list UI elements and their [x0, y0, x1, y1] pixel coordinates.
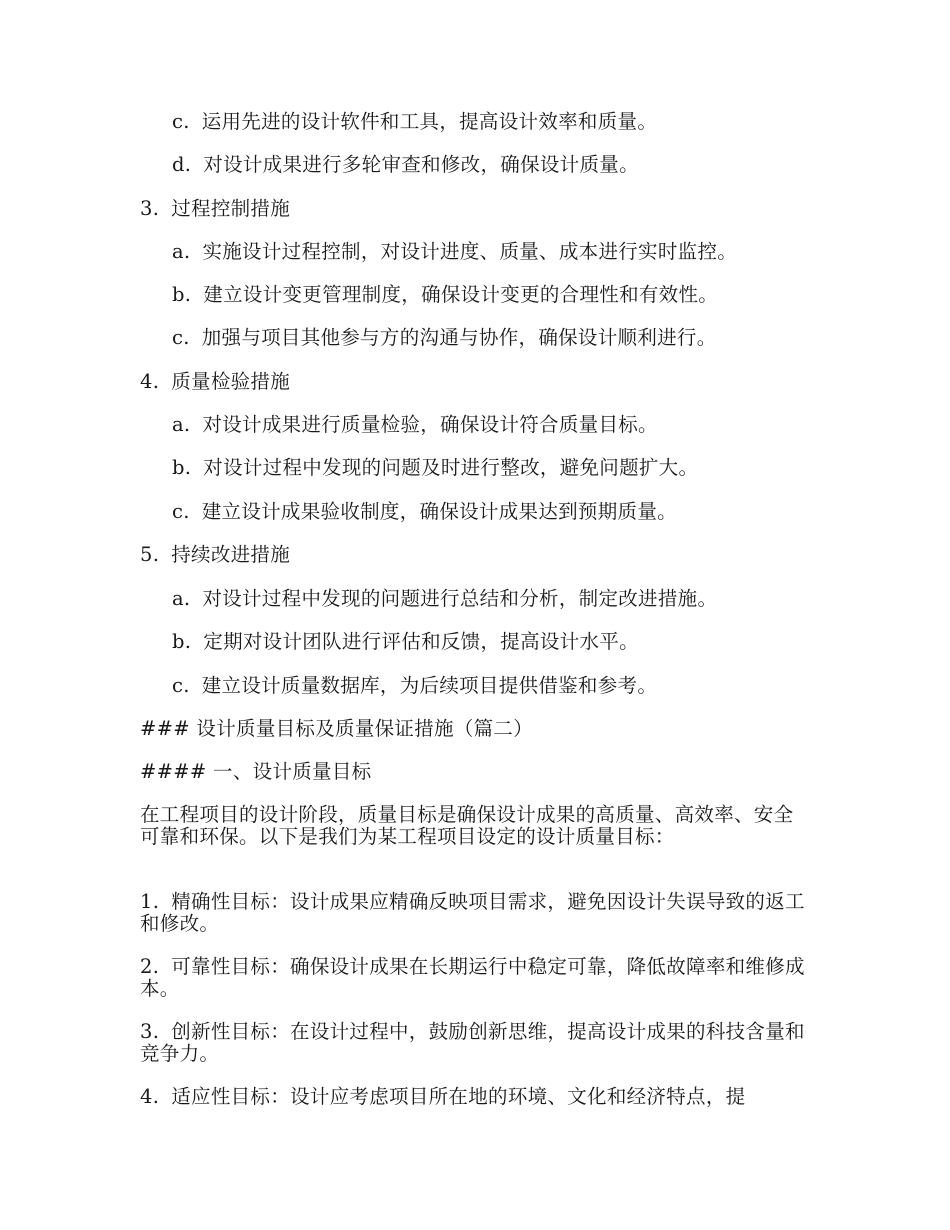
goal-paragraph	[140, 891, 810, 935]
list-marker: b.	[172, 456, 192, 479]
list-text: 建立设计成果验收制度，确保设计成果达到预期质量。	[201, 500, 677, 523]
list-text: 建立设计质量数据库，为后续项目提供借鉴和参考。	[201, 674, 658, 697]
list-text: 对设计成果进行多轮审查和修改，确保设计质量。	[203, 153, 639, 176]
list-text: 对设计过程中发现的问题及时进行整改，避免问题扩大。	[203, 456, 699, 479]
list-marker: a.	[172, 587, 191, 610]
list-marker: c.	[172, 674, 190, 697]
goal-paragraph	[140, 1021, 810, 1065]
intro-paragraph: 在工程项目的设计阶段，质量目标是确保设计成果的高质量、高效率、安全可靠和环保。以下是我们为某工程项目设定的设计质量目标：	[140, 803, 794, 848]
list-marker: 2.	[140, 955, 160, 978]
goal-text: 适应性目标：设计应考虑项目所在地的环境、文化和经济特点，提	[171, 1085, 746, 1108]
list-text: 运用先进的设计软件和工具，提高设计效率和质量。	[201, 110, 658, 133]
list-item-heading	[140, 371, 290, 393]
list-sub-item	[172, 111, 657, 133]
list-marker: d.	[172, 153, 192, 176]
list-marker: a.	[172, 240, 191, 263]
list-marker: 3.	[140, 197, 160, 220]
list-sub-item	[172, 154, 639, 176]
list-text: 加强与项目其他参与方的沟通与协作，确保设计顺利进行。	[201, 326, 717, 349]
section-heading: ### 设计质量目标及质量保证措施（篇二）	[140, 717, 534, 740]
section-subheading: #### 一、设计质量目标	[140, 760, 372, 783]
list-marker: 1.	[140, 890, 160, 913]
list-text: 对设计成果进行质量检验，确保设计符合质量目标。	[202, 413, 658, 436]
list-marker: c.	[172, 500, 190, 523]
list-sub-item	[172, 501, 677, 523]
list-sub-item	[172, 457, 698, 479]
list-sub-item	[172, 631, 639, 653]
list-sub-item	[172, 284, 718, 306]
list-text: 实施设计过程控制，对设计进度、质量、成本进行实时监控。	[202, 240, 738, 263]
list-sub-item	[172, 675, 657, 697]
goal-text: 可靠性目标：确保设计成果在长期运行中稳定可靠，降低故障率和维修成本。	[140, 955, 805, 1000]
list-marker: 3.	[140, 1020, 160, 1043]
list-sub-item	[172, 414, 658, 436]
goal-paragraph	[140, 956, 810, 1000]
list-marker: c.	[172, 110, 190, 133]
goal-text: 创新性目标：在设计过程中，鼓励创新思维，提高设计成果的科技含量和竞争力。	[140, 1020, 805, 1065]
list-text: 对设计过程中发现的问题进行总结和分析，制定改进措施。	[202, 587, 718, 610]
list-marker: b.	[172, 283, 192, 306]
goal-paragraph	[140, 1086, 810, 1108]
list-marker: a.	[172, 413, 191, 436]
list-title: 质量检验措施	[171, 370, 291, 393]
list-marker: 4.	[140, 1085, 160, 1108]
list-marker: c.	[172, 326, 190, 349]
list-sub-item	[172, 241, 737, 263]
list-marker: b.	[172, 630, 192, 653]
list-text: 建立设计变更管理制度，确保设计变更的合理性和有效性。	[203, 283, 719, 306]
list-sub-item	[172, 327, 717, 349]
list-item-heading	[140, 544, 290, 566]
list-marker: 5.	[140, 543, 160, 566]
list-title: 持续改进措施	[171, 543, 291, 566]
list-title: 过程控制措施	[171, 197, 291, 220]
goal-text: 精确性目标：设计成果应精确反映项目需求，避免因设计失误导致的返工和修改。	[140, 890, 805, 935]
list-text: 定期对设计团队进行评估和反馈，提高设计水平。	[203, 630, 639, 653]
list-sub-item	[172, 588, 717, 610]
list-marker: 4.	[140, 370, 160, 393]
list-item-heading	[140, 198, 290, 220]
